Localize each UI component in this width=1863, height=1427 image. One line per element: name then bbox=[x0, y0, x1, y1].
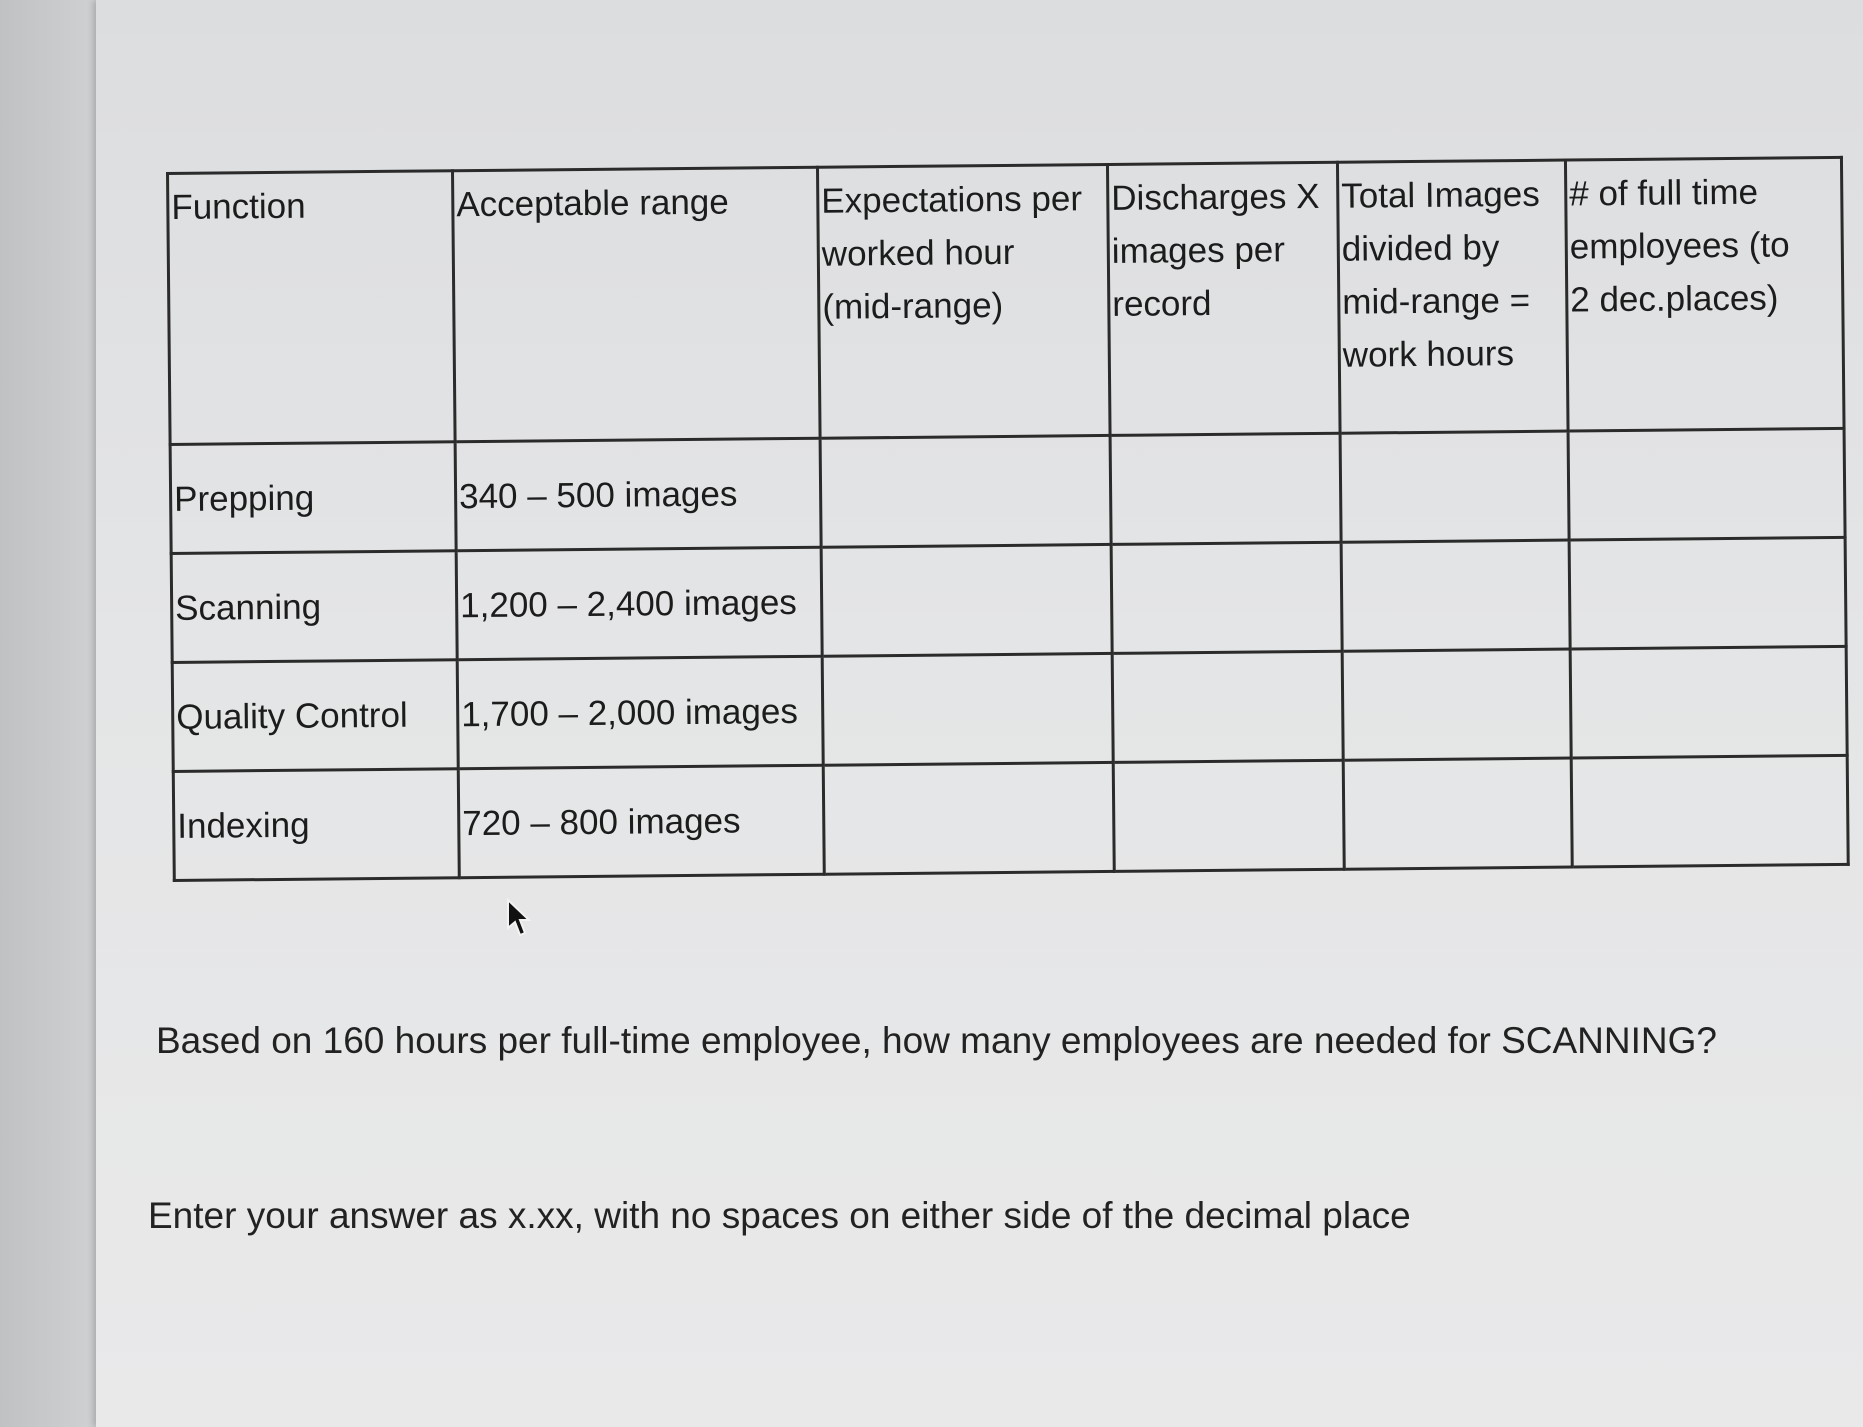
mouse-pointer-icon bbox=[506, 898, 534, 940]
cell-empty bbox=[1112, 651, 1343, 762]
cell-range: 720 – 800 images bbox=[458, 765, 824, 877]
cell-empty bbox=[823, 762, 1114, 874]
cell-empty bbox=[820, 435, 1111, 547]
header-text: (mid-range) bbox=[822, 285, 1004, 327]
header-function bbox=[168, 171, 456, 445]
header-text: Expectations per bbox=[821, 179, 1083, 221]
cell-empty bbox=[1568, 428, 1845, 540]
cell-function: Scanning bbox=[171, 551, 457, 663]
cell-range: 1,200 – 2,400 images bbox=[456, 547, 822, 659]
header-text: 2 dec.places) bbox=[1570, 278, 1779, 320]
header-text: worked hour bbox=[821, 232, 1015, 274]
answer-instruction-text: Enter your answer as x.xx, with no spaces on either side of the decimal place bbox=[148, 1195, 1411, 1236]
cell-empty bbox=[1111, 542, 1342, 653]
header-text: # of full time bbox=[1569, 172, 1759, 214]
header-full-time-employees bbox=[1565, 157, 1844, 431]
cell-empty bbox=[822, 653, 1113, 765]
header-text: Function bbox=[171, 186, 306, 227]
cell-empty bbox=[1113, 760, 1344, 871]
cell-function: Quality Control bbox=[172, 660, 458, 772]
header-text: Discharges X bbox=[1111, 176, 1320, 218]
cell-empty bbox=[1340, 431, 1569, 542]
header-text: record bbox=[1112, 283, 1212, 324]
cell-empty bbox=[1342, 649, 1571, 760]
worksheet-table-container bbox=[166, 156, 1847, 882]
header-discharges-x-images bbox=[1107, 162, 1340, 435]
table-header-row bbox=[168, 157, 1845, 444]
cell-empty bbox=[1110, 433, 1341, 544]
table-row-indexing bbox=[173, 755, 1848, 880]
worksheet-table bbox=[166, 156, 1850, 882]
background-surface bbox=[0, 0, 110, 1427]
cell-empty bbox=[1571, 755, 1848, 867]
table-row-prepping bbox=[170, 428, 1845, 553]
header-text: Acceptable range bbox=[456, 182, 729, 225]
cell-function: Prepping bbox=[170, 442, 456, 554]
question-text: Based on 160 hours per full-time employee, how many employees are needed for SCANNING? bbox=[156, 1020, 1717, 1061]
header-text: divided by bbox=[1341, 228, 1500, 269]
cell-empty bbox=[1570, 646, 1847, 758]
header-text: images per bbox=[1111, 230, 1286, 271]
table-row-quality-control bbox=[172, 646, 1847, 771]
header-acceptable-range bbox=[453, 167, 821, 441]
header-text: Total Images bbox=[1341, 174, 1540, 216]
header-work-hours bbox=[1337, 160, 1568, 433]
cell-empty bbox=[821, 544, 1112, 656]
cell-range: 1,700 – 2,000 images bbox=[457, 656, 823, 768]
table-row-scanning bbox=[171, 537, 1846, 662]
cell-empty bbox=[1569, 537, 1846, 649]
header-expectations-per-hour bbox=[817, 164, 1110, 438]
cell-empty bbox=[1343, 758, 1572, 869]
header-text: work hours bbox=[1342, 334, 1515, 375]
cell-function: Indexing bbox=[173, 769, 459, 881]
cell-empty bbox=[1341, 540, 1570, 651]
cell-range: 340 – 500 images bbox=[455, 438, 821, 550]
header-text: mid-range = bbox=[1342, 280, 1531, 322]
header-text: employees (to bbox=[1569, 225, 1790, 267]
